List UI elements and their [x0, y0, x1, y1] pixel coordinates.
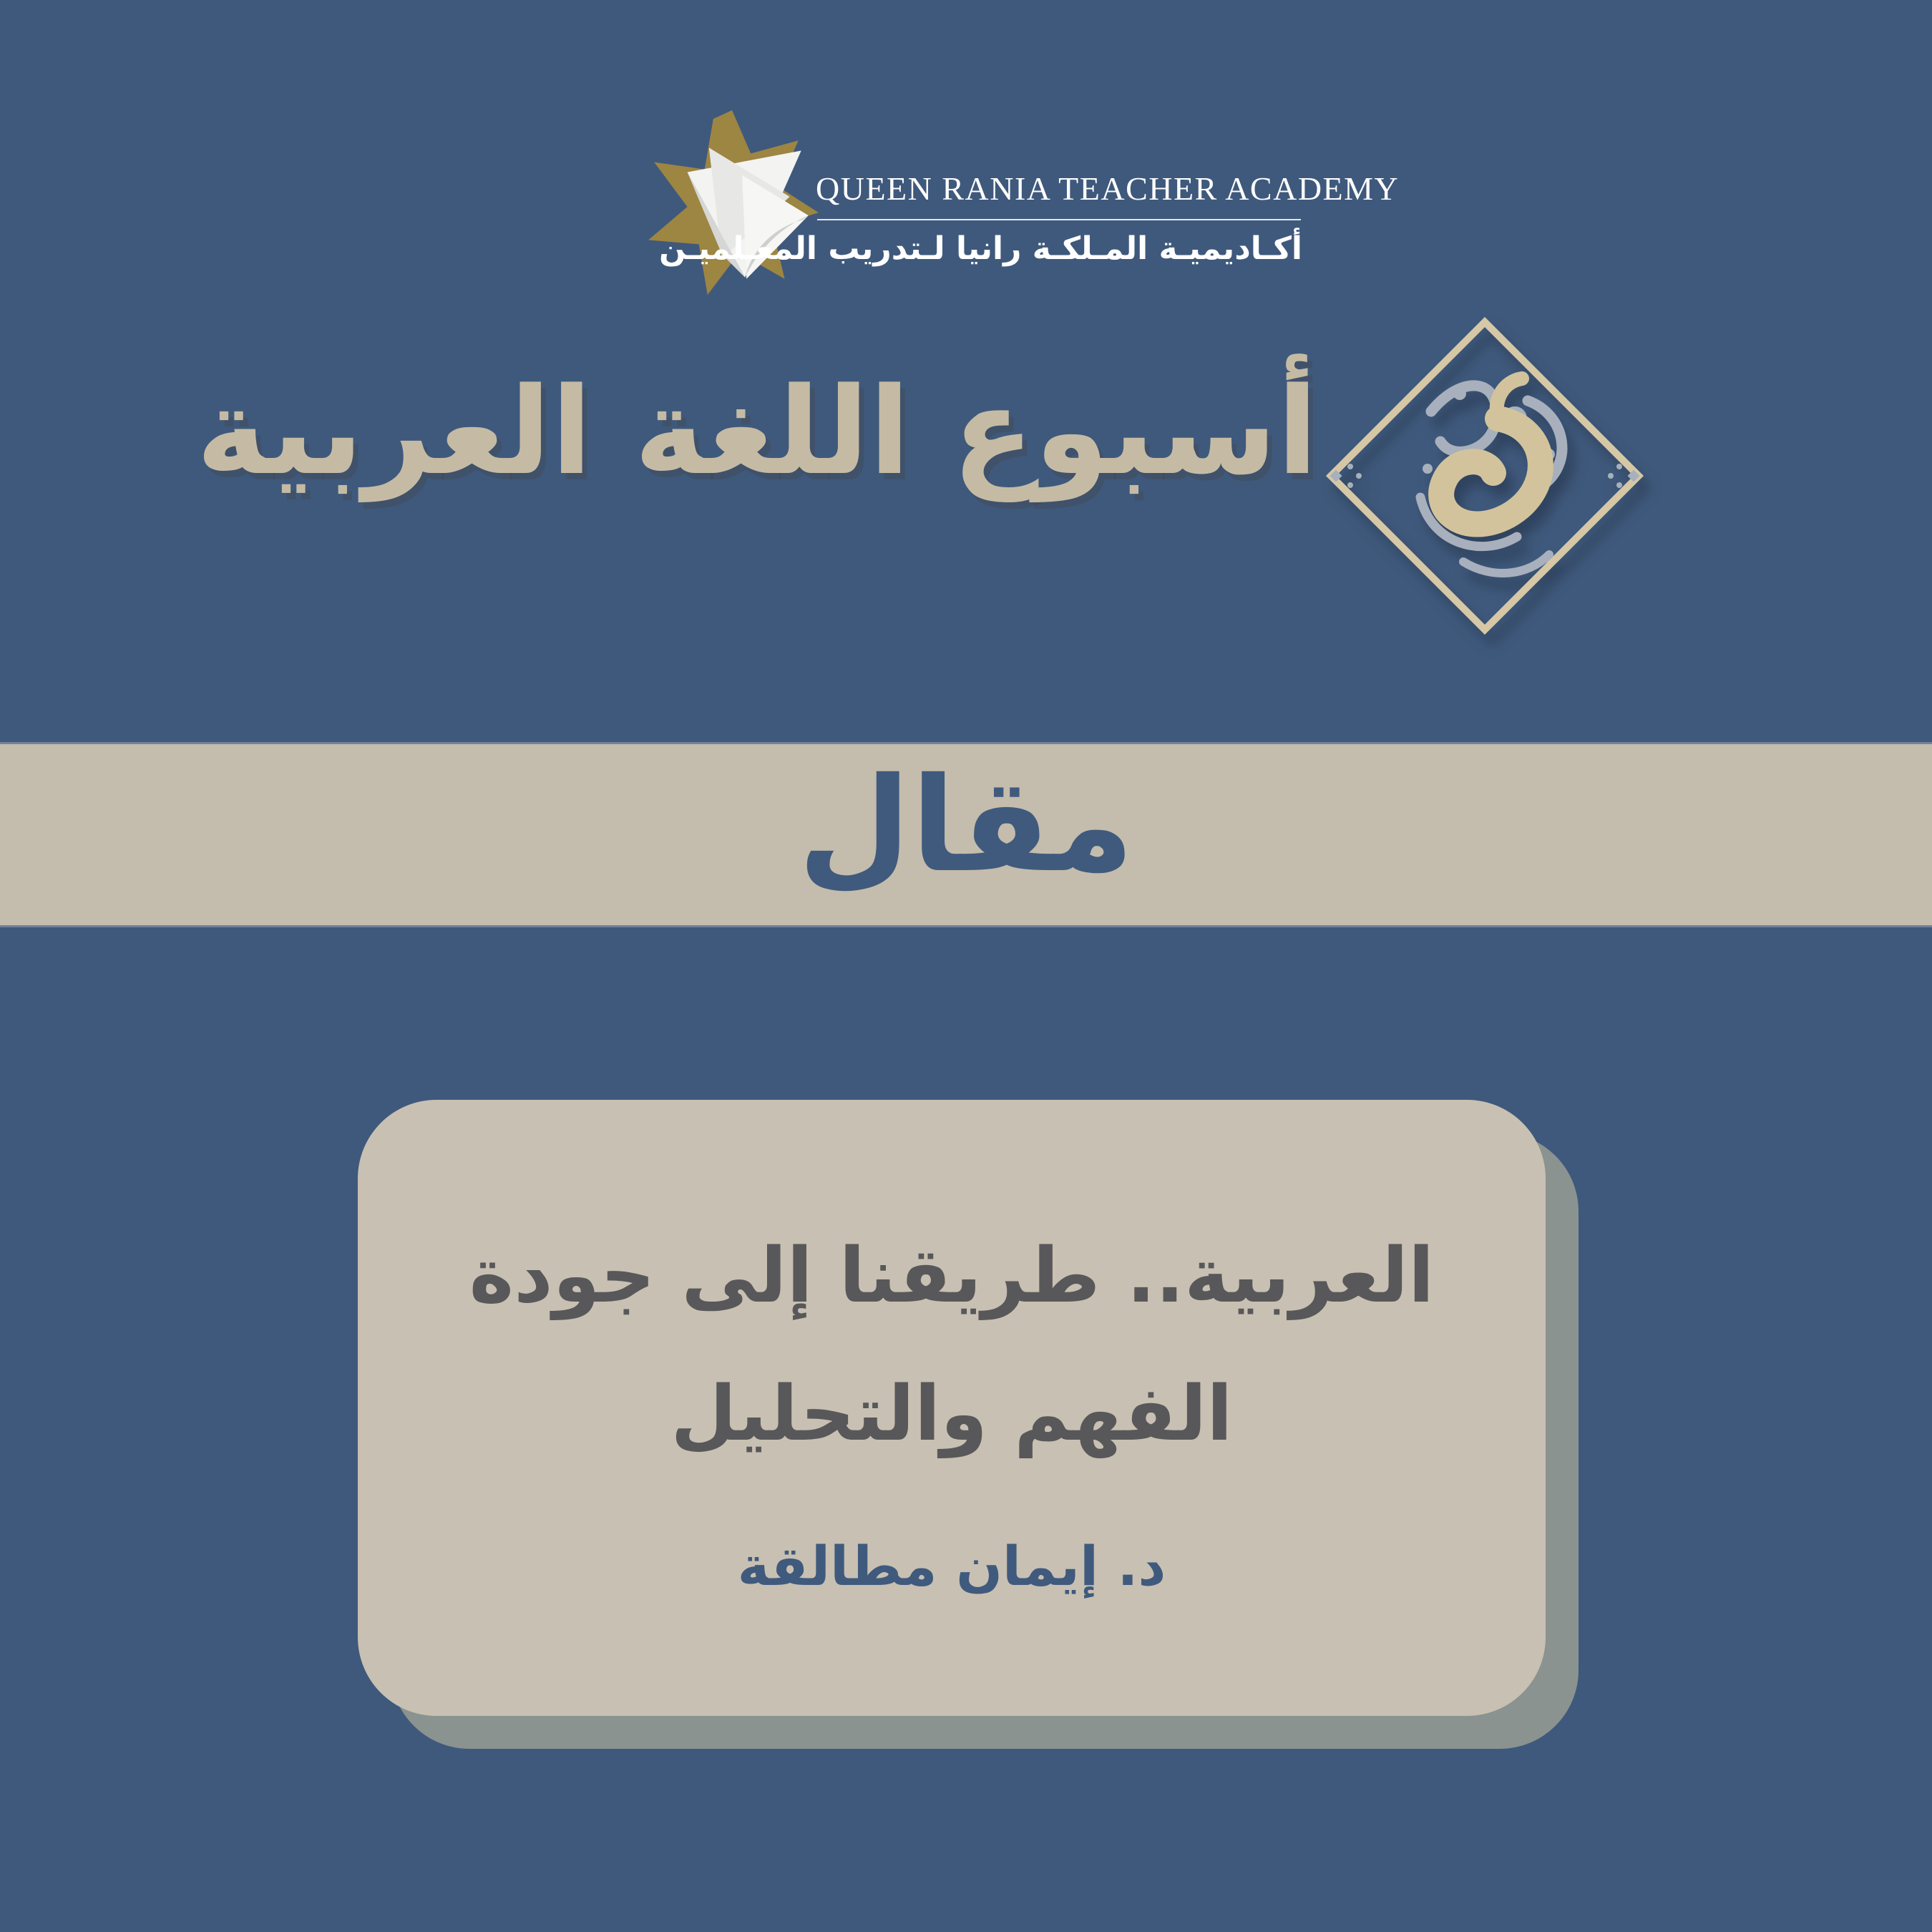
category-label: مقال	[798, 748, 1134, 901]
article-title-line-1: العربية.. طريقنا إلى جودة	[469, 1231, 1435, 1319]
paper-star-logo-icon	[635, 106, 826, 301]
article-title	[469, 1207, 1435, 1483]
article-author: د. إيمان مطالقة	[737, 1533, 1166, 1598]
event-title: أسبوع اللغة العربية	[196, 361, 1318, 502]
logo-divider	[817, 219, 1301, 220]
logo-english-name: QUEEN RANIA TEACHER ACADEMY	[816, 170, 1400, 207]
category-band	[0, 742, 1932, 927]
article-card	[358, 1100, 1546, 1716]
calligraphy-diamond-emblem	[1313, 304, 1657, 648]
logo-text-block	[658, 170, 1400, 269]
qrta-logo	[0, 0, 1932, 336]
logo-arabic-name: أكـاديميـة المـلكـة رانيا لـتدريب المعـلميـن	[658, 230, 1302, 267]
article-title-line-2: الفهم والتحليل	[670, 1369, 1233, 1458]
